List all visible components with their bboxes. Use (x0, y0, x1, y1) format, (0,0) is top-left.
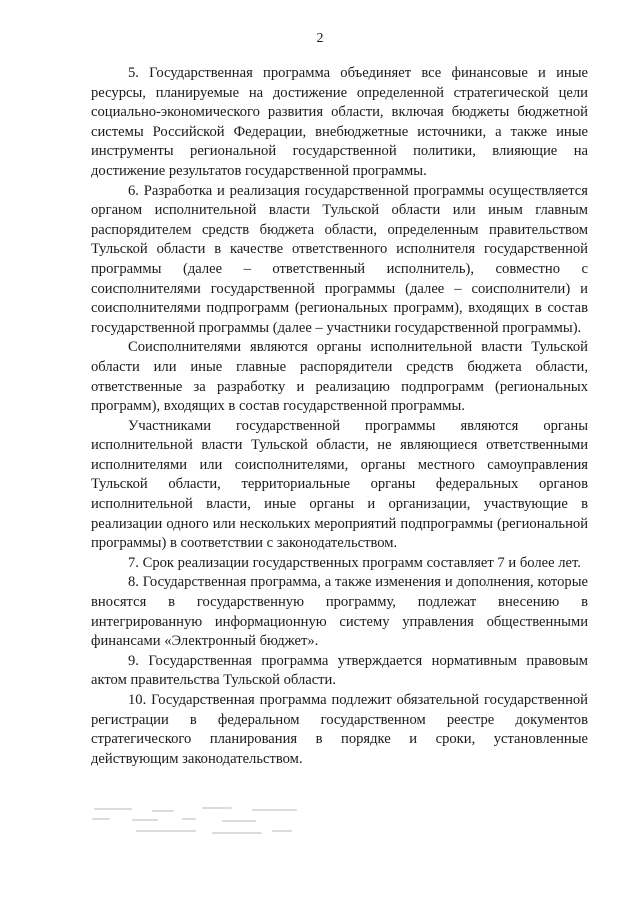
document-body (91, 64, 588, 769)
page-number: 2 (316, 31, 324, 46)
paragraph-participants: Участниками государственной программы являются органы исполнительной власти Тульской области, не являющиеся ответственными исполнителями или соисполнителями, органы местного самоуправления Тульской области, территориальные органы федеральных органов исполнительной власти, иные органы и организации, участвующие в реализации одного или нескольких мероприятий подпрограммы (региональной программы) в соответствии с законодательством. (91, 417, 588, 552)
scan-smudge (92, 806, 312, 846)
paragraph-6: 6. Разработка и реализация государственной программы осуществляется органом исполнительной власти Тульской области или иным главным распорядителем средств бюджета области, определенным правительством Тульской области в качестве ответственного исполнителя государственной программы (далее – ответственный исполнитель), совместно с соисполнителями государственной программы (далее – соисполнители) и соисполнителями подпрограмм (региональных программ), входящих в состав государственной программы (далее – участники государственной программы). (91, 182, 588, 336)
paragraph-5: 5. Государственная программа объединяет все финансовые и иные ресурсы, планируемые на достижение определенной стратегической цели социально-экономического развития области, включая бюджеты бюджетной системы Российской Федерации, внебюджетные источники, а также иные инструменты региональной государственной политики, влияющие на достижение результатов государственной программы. (91, 65, 588, 179)
paragraph-9: 9. Государственная программа утверждается нормативным правовым актом правительства Тульской области. (91, 652, 588, 689)
paragraph-10: 10. Государственная программа подлежит обязательной государственной регистрации в федеральном государственном реестре документов стратегического планирования в порядке и сроки, установленные действующим законодательством. (91, 692, 588, 767)
paragraph-7: 7. Срок реализации государственных программ составляет 7 и более лет. (128, 554, 581, 571)
paragraph-8: 8. Государственная программа, а также изменения и дополнения, которые вносятся в государственную программу, подлежат внесению в интегрированную информационную систему управления общественными финансами «Электронный бюджет». (91, 574, 588, 650)
paragraph-co-executors: Соисполнителями являются органы исполнительной власти Тульской области или иные главные распорядители средств бюджета области, ответственные за разработку и реализацию подпрограмм (региональных программ), входящих в состав государственной программы. (91, 339, 588, 415)
